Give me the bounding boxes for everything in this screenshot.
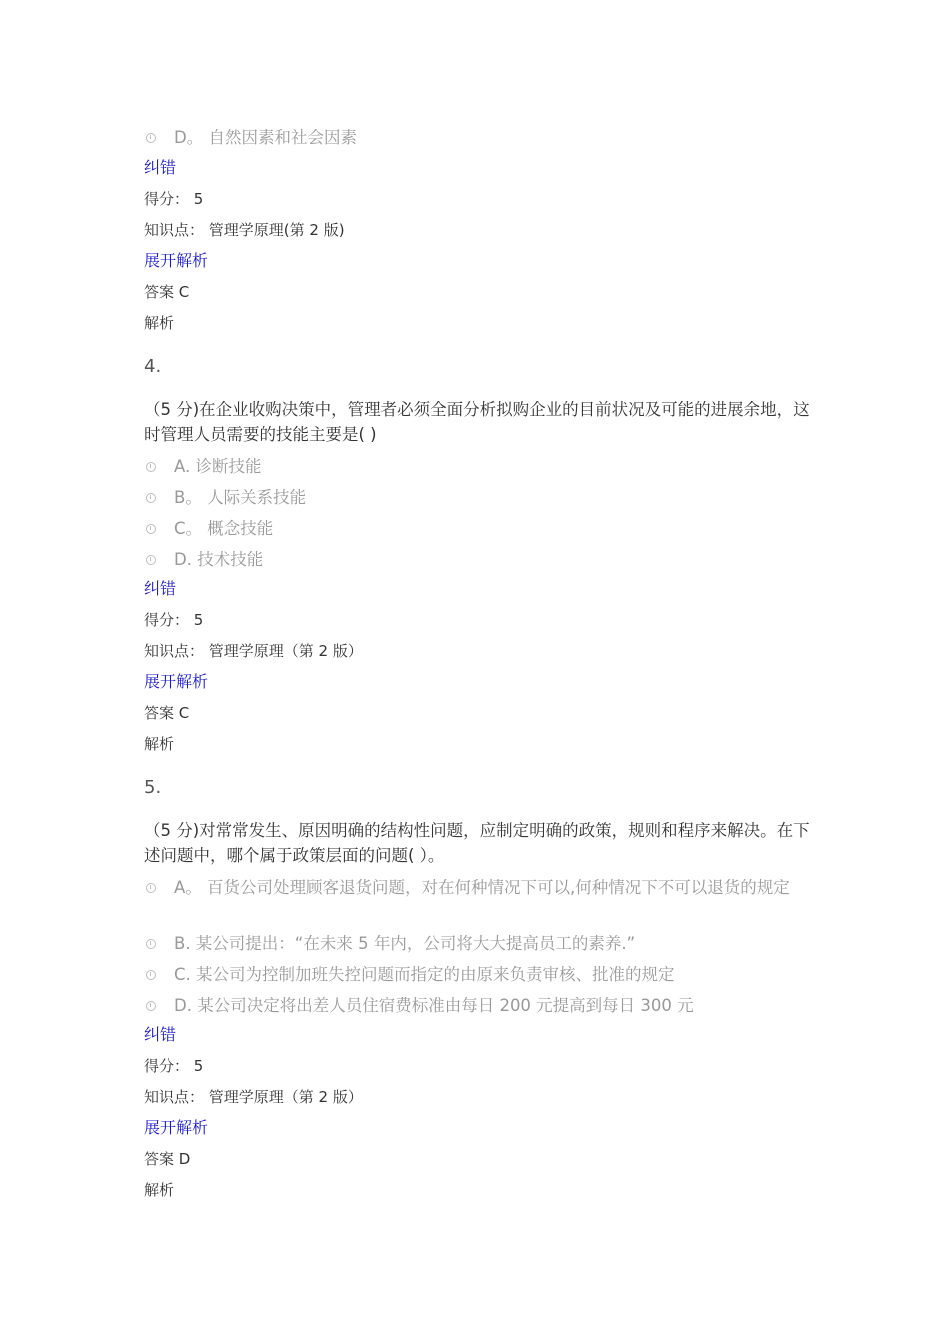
option-text: A。 百货公司处理顾客退货问题，对在何种情况下可以,何种情况下不可以退货的规定	[174, 878, 790, 897]
radio-icon	[146, 555, 156, 565]
q4-answer: 答案 C	[144, 704, 190, 722]
radio-icon	[146, 133, 156, 143]
q3-knowledge-point: 知识点： 管理学原理(第 2 版)	[144, 221, 345, 239]
radio-icon	[146, 524, 156, 534]
q4-question-text: （5 分)在企业收购决策中，管理者必须全面分析拟购企业的目前状况及可能的进展余地，这时管理人员需要的技能主要是( )	[144, 400, 810, 444]
q3-answer: 答案 C	[144, 283, 190, 301]
q4-analysis-label: 解析	[144, 735, 175, 753]
q3-score: 得分： 5	[144, 190, 204, 208]
option-text: A. 诊断技能	[174, 457, 262, 476]
radio-icon	[146, 462, 156, 472]
option-text: C. 某公司为控制加班失控问题而指定的由原来负责审核、批准的规定	[174, 965, 675, 984]
radio-icon	[146, 970, 156, 980]
q4-knowledge-point: 知识点： 管理学原理（第 2 版）	[144, 642, 363, 660]
radio-icon	[146, 939, 156, 949]
q5-score: 得分： 5	[144, 1057, 204, 1075]
option-text: B. 某公司提出：“在未来 5 年内，公司将大大提高员工的素养.”	[174, 934, 636, 953]
radio-icon	[146, 1001, 156, 1011]
q3-correction-link[interactable]: 纠错	[144, 158, 177, 177]
option-text: B。 人际关系技能	[174, 488, 307, 507]
q5-expand-analysis-link[interactable]: 展开解析	[144, 1118, 209, 1137]
q5-knowledge-point: 知识点： 管理学原理（第 2 版）	[144, 1088, 363, 1106]
q5-question-text: （5 分)对常常发生、原因明确的结构性问题，应制定明确的政策，规则和程序来解决。在下述问题中，哪个属于政策层面的问题( ）。	[144, 821, 810, 865]
q4-score: 得分： 5	[144, 611, 204, 629]
radio-icon	[146, 883, 156, 893]
q5-answer: 答案 D	[144, 1150, 191, 1168]
option-text: C。 概念技能	[174, 519, 274, 538]
q5-correction-link[interactable]: 纠错	[144, 1025, 177, 1044]
q3-analysis-label: 解析	[144, 314, 175, 332]
q5-number: 5.	[144, 777, 162, 798]
q3-expand-analysis-link[interactable]: 展开解析	[144, 251, 209, 270]
q4-expand-analysis-link[interactable]: 展开解析	[144, 672, 209, 691]
q4-number: 4.	[144, 356, 162, 377]
q4-correction-link[interactable]: 纠错	[144, 579, 177, 598]
radio-icon	[146, 493, 156, 503]
option-text: D。 自然因素和社会因素	[174, 128, 357, 147]
q5-analysis-label: 解析	[144, 1181, 175, 1199]
option-text: D. 某公司决定将出差人员住宿费标准由每日 200 元提高到每日 300 元	[174, 996, 694, 1015]
option-text: D. 技术技能	[174, 550, 264, 569]
